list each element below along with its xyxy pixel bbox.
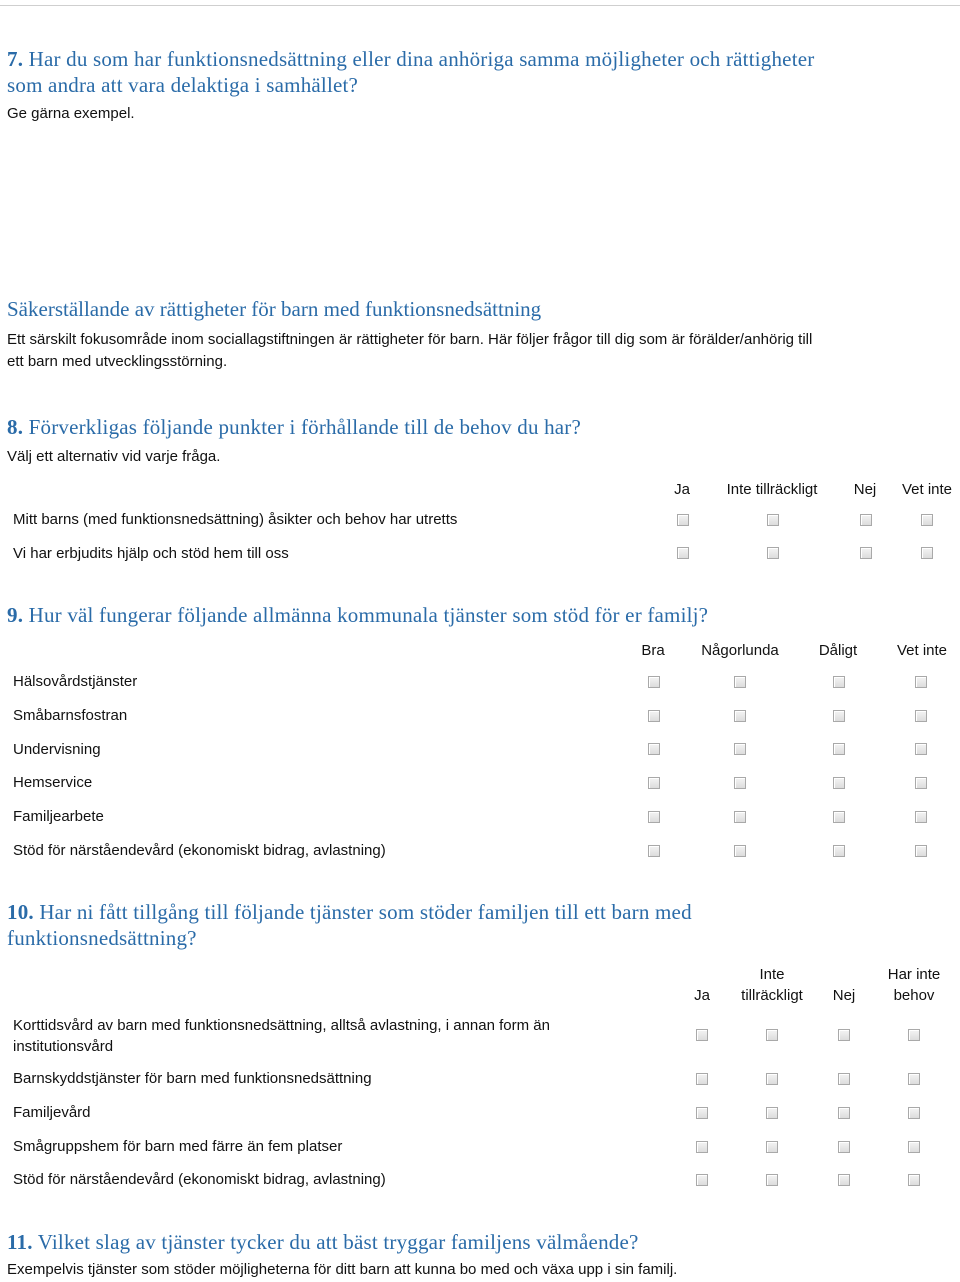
q9-col-nagorlunda: Någorlunda bbox=[701, 642, 779, 659]
q9-col-daligt: Dåligt bbox=[818, 642, 858, 659]
section-intro-line2: ett barn med utvecklingsstörning. bbox=[7, 353, 228, 370]
q9-row-2-bra-checkbox[interactable] bbox=[648, 710, 660, 722]
q9-row-2-daligt-checkbox[interactable] bbox=[833, 710, 845, 722]
q10-row-4-inte-tillrackligt-checkbox[interactable] bbox=[766, 1141, 778, 1153]
q9-row-5-bra-checkbox[interactable] bbox=[648, 811, 660, 823]
q8-row-2-ja-checkbox[interactable] bbox=[677, 547, 689, 559]
q10-col-har-inte-behov-line2: behov bbox=[893, 987, 935, 1004]
q9-row-1-label: Hälsovårdstjänster bbox=[13, 673, 138, 690]
q9-row-1-vet-inte-checkbox[interactable] bbox=[915, 676, 927, 688]
question-7-text-line2: som andra att vara delaktiga i samhället? bbox=[7, 73, 359, 97]
q10-row-4-label: Smågruppshem för barn med färre än fem platser bbox=[13, 1138, 343, 1155]
q9-row-3-bra-checkbox[interactable] bbox=[648, 743, 660, 755]
question-10-text: Har ni fått tillgång till följande tjänster som stöder familjen till ett barn med bbox=[39, 900, 692, 924]
q9-row-6-vet-inte-checkbox[interactable] bbox=[915, 845, 927, 857]
q8-row-2-nej-checkbox[interactable] bbox=[860, 547, 872, 559]
q10-col-nej-line1 bbox=[822, 964, 866, 985]
q10-row-2-label: Barnskyddstjänster för barn med funktionsnedsättning bbox=[13, 1070, 372, 1087]
q9-row-5-nagorlunda-checkbox[interactable] bbox=[734, 811, 746, 823]
question-9-title bbox=[7, 602, 708, 628]
question-7-text: Har du som har funktionsnedsättning eller dina anhöriga samma möjligheter och rättigheter bbox=[28, 47, 815, 71]
q10-col-inte-tillrackligt-line2: tillräckligt bbox=[741, 987, 803, 1004]
question-8-hint: Välj ett alternativ vid varje fråga. bbox=[7, 448, 221, 465]
q8-row-1-nej-checkbox[interactable] bbox=[860, 514, 872, 526]
q10-row-2-ja-checkbox[interactable] bbox=[696, 1073, 708, 1085]
question-10-title bbox=[7, 899, 957, 951]
section-intro-line1: Ett särskilt fokusområde inom sociallagstiftningen är rättigheter för barn. Här följer frågor till dig som är förälder/anhörig till bbox=[7, 331, 813, 348]
q8-row-2-label: Vi har erbjudits hjälp och stöd hem till oss bbox=[13, 545, 289, 562]
question-11-title bbox=[7, 1229, 639, 1255]
q9-row-3-nagorlunda-checkbox[interactable] bbox=[734, 743, 746, 755]
q9-row-5-label: Familjearbete bbox=[13, 808, 104, 825]
q10-row-4-ja-checkbox[interactable] bbox=[696, 1141, 708, 1153]
q10-col-nej-line2: Nej bbox=[832, 987, 856, 1004]
q10-row-2-inte-tillrackligt-checkbox[interactable] bbox=[766, 1073, 778, 1085]
q10-col-inte-tillrackligt bbox=[722, 964, 822, 1006]
top-divider bbox=[0, 5, 960, 6]
q9-row-3-daligt-checkbox[interactable] bbox=[833, 743, 845, 755]
q10-row-2-nej-checkbox[interactable] bbox=[838, 1073, 850, 1085]
q10-row-2-har-inte-behov-checkbox[interactable] bbox=[908, 1073, 920, 1085]
q8-col-nej: Nej bbox=[853, 481, 877, 498]
q8-row-1-ja-checkbox[interactable] bbox=[677, 514, 689, 526]
question-7-hint: Ge gärna exempel. bbox=[7, 105, 135, 122]
q8-col-inte-tillrackligt: Inte tillräckligt bbox=[726, 481, 818, 498]
question-7-number: 7. bbox=[7, 47, 24, 71]
q10-row-1-inte-tillrackligt-checkbox[interactable] bbox=[766, 1029, 778, 1041]
q10-row-4-nej-checkbox[interactable] bbox=[838, 1141, 850, 1153]
q9-row-1-nagorlunda-checkbox[interactable] bbox=[734, 676, 746, 688]
q10-row-4-har-inte-behov-checkbox[interactable] bbox=[908, 1141, 920, 1153]
q9-row-4-bra-checkbox[interactable] bbox=[648, 777, 660, 789]
q9-row-4-nagorlunda-checkbox[interactable] bbox=[734, 777, 746, 789]
q10-row-1-label bbox=[13, 1015, 550, 1057]
question-10-number: 10. bbox=[7, 900, 34, 924]
q10-row-1-label-line1: Korttidsvård av barn med funktionsnedsättning, alltså avlastning, i annan form än bbox=[13, 1017, 550, 1034]
q8-col-vet-inte: Vet inte bbox=[901, 481, 953, 498]
q10-row-5-nej-checkbox[interactable] bbox=[838, 1174, 850, 1186]
q10-col-har-inte-behov bbox=[872, 964, 956, 1006]
q10-row-5-label: Stöd för närståendevård (ekonomiskt bidrag, avlastning) bbox=[13, 1171, 386, 1188]
q9-row-2-label: Småbarnsfostran bbox=[13, 707, 128, 724]
q9-row-4-vet-inte-checkbox[interactable] bbox=[915, 777, 927, 789]
q10-row-3-label: Familjevård bbox=[13, 1104, 91, 1121]
q10-col-ja bbox=[680, 964, 724, 1006]
q9-row-4-label: Hemservice bbox=[13, 774, 93, 791]
question-11-hint: Exempelvis tjänster som stöder möjligheterna för ditt barn att kunna bo med och växa upp i sin familj. bbox=[7, 1261, 678, 1278]
q10-row-5-inte-tillrackligt-checkbox[interactable] bbox=[766, 1174, 778, 1186]
q9-row-5-daligt-checkbox[interactable] bbox=[833, 811, 845, 823]
q9-col-vet-inte: Vet inte bbox=[896, 642, 948, 659]
question-9-text: Hur väl fungerar följande allmänna kommunala tjänster som stöd för er familj? bbox=[28, 603, 709, 627]
q10-row-1-label-line2: institutionsvård bbox=[13, 1038, 114, 1055]
q9-row-6-label: Stöd för närståendevård (ekonomiskt bidrag, avlastning) bbox=[13, 842, 386, 859]
question-8-number: 8. bbox=[7, 415, 24, 439]
q9-row-5-vet-inte-checkbox[interactable] bbox=[915, 811, 927, 823]
q10-col-ja-line2: Ja bbox=[694, 987, 710, 1004]
question-8-title bbox=[7, 414, 581, 440]
q9-row-2-vet-inte-checkbox[interactable] bbox=[915, 710, 927, 722]
q10-row-5-har-inte-behov-checkbox[interactable] bbox=[908, 1174, 920, 1186]
q10-row-3-har-inte-behov-checkbox[interactable] bbox=[908, 1107, 920, 1119]
q10-row-3-inte-tillrackligt-checkbox[interactable] bbox=[766, 1107, 778, 1119]
q8-row-2-vet-inte-checkbox[interactable] bbox=[921, 547, 933, 559]
question-7-title bbox=[7, 46, 957, 98]
q10-col-har-inte-behov-line1: Har inte bbox=[887, 966, 941, 983]
question-11-number: 11. bbox=[7, 1230, 33, 1254]
q10-row-1-ja-checkbox[interactable] bbox=[696, 1029, 708, 1041]
q10-row-1-nej-checkbox[interactable] bbox=[838, 1029, 850, 1041]
q9-col-bra: Bra bbox=[641, 642, 665, 659]
q9-row-6-daligt-checkbox[interactable] bbox=[833, 845, 845, 857]
question-10-text-line2: funktionsnedsättning? bbox=[7, 926, 197, 950]
section-heading: Säkerställande av rättigheter för barn med funktionsnedsättning bbox=[7, 297, 542, 321]
q9-row-6-bra-checkbox[interactable] bbox=[648, 845, 660, 857]
q10-col-inte-tillrackligt-line1: Inte bbox=[759, 966, 785, 983]
q9-row-3-label: Undervisning bbox=[13, 741, 101, 758]
q9-row-3-vet-inte-checkbox[interactable] bbox=[915, 743, 927, 755]
q10-col-ja-line1 bbox=[680, 964, 724, 985]
q10-row-3-ja-checkbox[interactable] bbox=[696, 1107, 708, 1119]
q9-row-6-nagorlunda-checkbox[interactable] bbox=[734, 845, 746, 857]
q8-row-2-inte-tillrackligt-checkbox[interactable] bbox=[767, 547, 779, 559]
q9-row-1-daligt-checkbox[interactable] bbox=[833, 676, 845, 688]
q10-row-3-nej-checkbox[interactable] bbox=[838, 1107, 850, 1119]
question-9-number: 9. bbox=[7, 603, 24, 627]
q9-row-2-nagorlunda-checkbox[interactable] bbox=[734, 710, 746, 722]
q8-row-1-inte-tillrackligt-checkbox[interactable] bbox=[767, 514, 779, 526]
q8-row-1-label: Mitt barns (med funktionsnedsättning) åsikter och behov har utretts bbox=[13, 511, 458, 528]
q9-row-1-bra-checkbox[interactable] bbox=[648, 676, 660, 688]
question-11-text: Vilket slag av tjänster tycker du att bäst tryggar familjens välmående? bbox=[37, 1230, 639, 1254]
q8-row-1-vet-inte-checkbox[interactable] bbox=[921, 514, 933, 526]
question-8-text: Förverkligas följande punkter i förhållande till de behov du har? bbox=[28, 415, 582, 439]
q8-col-ja: Ja bbox=[674, 481, 690, 498]
q10-col-nej bbox=[822, 964, 866, 1006]
section-intro bbox=[7, 329, 960, 373]
q10-row-1-har-inte-behov-checkbox[interactable] bbox=[908, 1029, 920, 1041]
q9-row-4-daligt-checkbox[interactable] bbox=[833, 777, 845, 789]
q10-row-5-ja-checkbox[interactable] bbox=[696, 1174, 708, 1186]
